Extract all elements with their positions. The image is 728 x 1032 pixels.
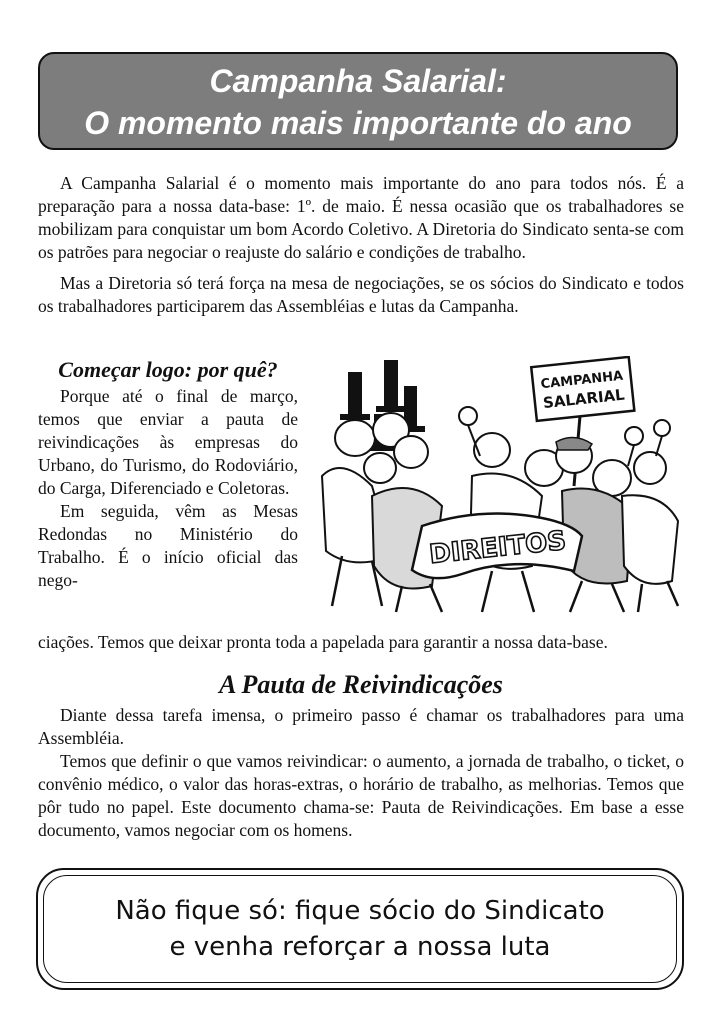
intro-section (38, 172, 684, 318)
intro-paragraph-2: Mas a Diretoria só terá força na mesa de negociações, se os sócios do Sindicato e todos os trabalhadores participarem das Assembléias e lutas da Campanha. (38, 273, 684, 316)
footer-line-1: Não fique só: fique sócio do Sindicato (115, 896, 605, 926)
title-line-2: O momento mais importante do ano (84, 105, 632, 141)
section-comecar-paragraph-2: Em seguida, vêm as Mesas Redondas no Ministério do Trabalho. É o início oficial das nego- (38, 501, 298, 590)
footer-callout (36, 868, 684, 990)
title-banner (38, 52, 678, 150)
footer-callout-inner (43, 875, 677, 983)
section-pauta-paragraph-2: Temos que definir o que vamos reivindicar: o aumento, a jornada de trabalho, o ticket, o convênio médico, o valor das horas-extras, o horário de trabalho, as melhorias. Temos que pôr tudo no papel. Este documento chama-se: Pauta de Reivindicações. Em base a esse documento, vamos negociar com os homens. (38, 751, 684, 840)
section-comecar (38, 356, 298, 592)
section-comecar-paragraph-1: Porque até o final de março, temos que enviar a pauta de reivindicações às empresas do Urbano, do Turismo, do Rodoviário, do Carga, Diferenciado e Coletoras. (38, 386, 298, 498)
protest-cartoon-illustration (312, 356, 684, 614)
section-pauta (38, 668, 684, 842)
sign-text-line-2: SALARIAL (542, 385, 626, 413)
footer-line-2: e venha reforçar a nossa luta (169, 932, 551, 962)
section-pauta-heading: A Pauta de Reivindicações (219, 670, 503, 699)
section-comecar-paragraph-end: ciações. Temos que deixar pronta toda a papelada para garantir a nossa data-base. (38, 632, 608, 652)
section-comecar-heading: Começar logo: por quê? (58, 357, 278, 382)
sign-text-line-1: CAMPANHA (539, 368, 624, 393)
title-line-1: Campanha Salarial: (209, 63, 507, 99)
section-pauta-paragraph-1: Diante dessa tarefa imensa, o primeiro passo é chamar os trabalhadores para uma Assembléia. (38, 705, 684, 748)
intro-paragraph-1: A Campanha Salarial é o momento mais importante do ano para todos nós. É a preparação para a nossa data-base: 1º. de maio. É nessa ocasião que os trabalhadores se mobilizam para conquistar um bom Acordo Coletivo. A Diretoria do Sindicato senta-se com os patrões para negociar o reajuste do salário e condições de trabalho. (38, 173, 684, 262)
banner-text: DIREITOS (427, 525, 568, 571)
